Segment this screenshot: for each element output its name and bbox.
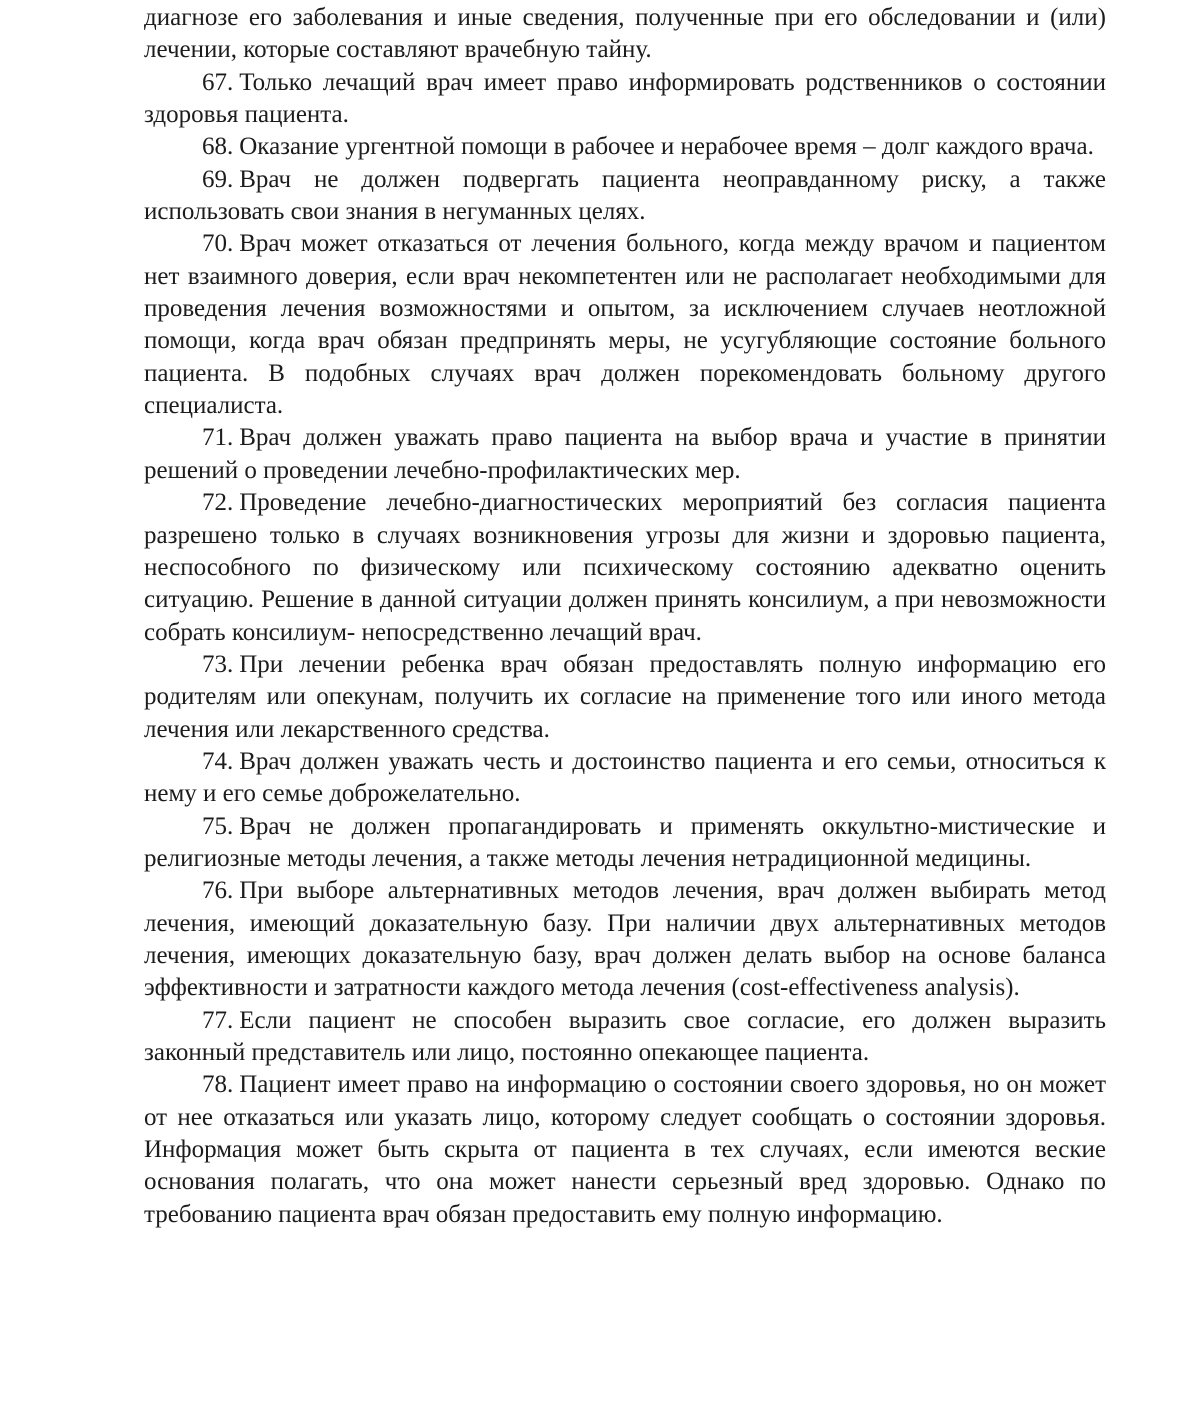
paragraph-73 <box>144 649 1106 746</box>
paragraph-number: 70. <box>202 230 234 258</box>
paragraph-text: Врач не должен подвергать пациента неоправданному риску, а также использовать свои знания в негуманных целях. <box>144 165 1106 226</box>
paragraph-text: Пациент имеет право на информацию о состоянии своего здоровья, но он может от нее отказаться или указать лицо, которому следует сообщать о состоянии здоровья. Информация может быть скрыта от пациента в тех случаях, если имеются веские основания полагать, что она может нанести серьезный вред здоровью. Однако по требованию пациента врач обязан предоставить ему полную информацию. <box>144 1071 1106 1228</box>
paragraph-text: Проведение лечебно-диагностических мероприятий без согласия пациента разрешено только в случаях возникновения угрозы для жизни и здоровью пациента, неспособного по физическому или психическому состоянию адекватно оценить ситуацию. Решение в данной ситуации должен принять консилиум, а при невозможности собрать консилиум- непосредственно лечащий врач. <box>144 489 1106 646</box>
paragraph-75 <box>144 811 1106 876</box>
paragraph-67 <box>144 67 1106 132</box>
paragraph-number: 77. <box>202 1006 234 1034</box>
paragraph-number: 78. <box>202 1071 234 1099</box>
paragraph-74 <box>144 746 1106 811</box>
paragraph-continued <box>144 2 1106 67</box>
paragraph-text: При лечении ребенка врач обязан предоставлять полную информацию его родителям или опекунам, получить их согласие на применение того или иного метода лечения или лекарственного средства. <box>144 650 1106 743</box>
paragraph-number: 71. <box>202 424 234 452</box>
paragraph-number: 74. <box>202 747 234 775</box>
paragraph-number: 76. <box>202 877 234 905</box>
paragraph-number: 75. <box>202 812 234 840</box>
paragraph-text: диагнозе его заболевания и иные сведения, полученные при его обследовании и (или) лечении, которые составляют врачебную тайну. <box>144 4 1106 64</box>
paragraph-text: Врач должен уважать право пациента на выбор врача и участие в принятии решений о проведении лечебно-профилактических мер. <box>144 424 1106 484</box>
paragraph-text: Оказание ургентной помощи в рабочее и нерабочее время – долг каждого врача. <box>239 133 1094 161</box>
paragraph-76 <box>144 875 1106 1004</box>
paragraph-number: 73. <box>202 650 234 678</box>
paragraph-68 <box>144 131 1106 163</box>
paragraph-text: Врач должен уважать честь и достоинство пациента и его семьи, относиться к нему и его семье доброжелательно. <box>144 747 1106 808</box>
paragraph-69 <box>144 164 1106 229</box>
document-page <box>144 2 1106 1231</box>
paragraph-number: 72. <box>202 489 234 517</box>
paragraph-text: При выборе альтернативных методов лечения, врач должен выбирать метод лечения, имеющий доказательную базу. При наличии двух альтернативных методов лечения, имеющих доказательную базу, врач должен делать выбор на основе баланса эффективности и затратности каждого метода лечения (cost-effectiveness analysis). <box>144 877 1106 1002</box>
paragraph-number: 67. <box>202 68 234 96</box>
paragraph-text: Если пациент не способен выразить свое согласие, его должен выразить законный представитель или лицо, постоянно опекающее пациента. <box>144 1006 1106 1066</box>
paragraph-number: 68. <box>202 133 234 161</box>
paragraph-78 <box>144 1069 1106 1231</box>
paragraph-77 <box>144 1005 1106 1070</box>
paragraph-71 <box>144 422 1106 487</box>
paragraph-text: Врач не должен пропагандировать и применять оккультно-мистические и религиозные методы лечения, а также методы лечения нетрадиционной медицины. <box>144 812 1106 872</box>
paragraph-72 <box>144 487 1106 649</box>
paragraph-70 <box>144 228 1106 422</box>
paragraph-number: 69. <box>202 165 234 193</box>
paragraph-text: Врач может отказаться от лечения больного, когда между врачом и пациентом нет взаимного доверия, если врач некомпетентен или не располагает необходимыми для проведения лечения возможностями и опытом, за исключением случаев неотложной помощи, когда врач обязан предпринять меры, не усугубляющие состояние больного пациента. В подобных случаях врач должен порекомендовать больному другого специалиста. <box>144 230 1106 420</box>
paragraph-text: Только лечащий врач имеет право информировать родственников о состоянии здоровья пациента. <box>144 68 1106 129</box>
